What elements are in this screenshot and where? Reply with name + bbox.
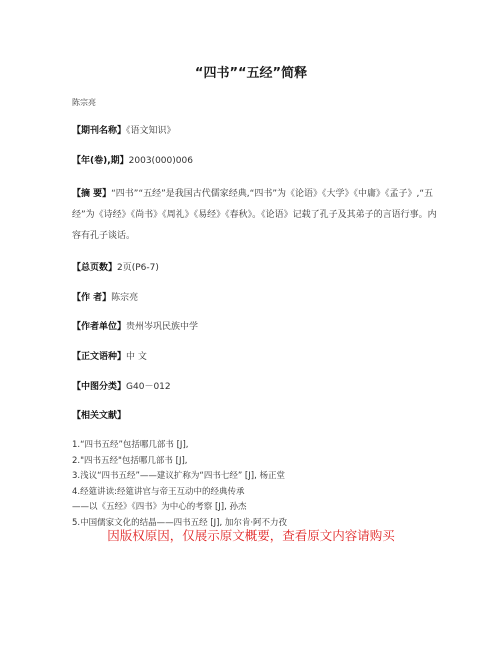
classification-field [72, 381, 171, 393]
author-name: 陈宗亮 [72, 98, 96, 107]
author-label: 【作 者】 [72, 293, 112, 303]
affiliation-label: 【作者单位】 [72, 322, 127, 332]
reference-item-continuation[interactable]: ——以《五经》《四书》为中心的考察 [J], 孙杰 [72, 502, 247, 512]
pages-field [72, 262, 159, 274]
related-field [72, 410, 126, 422]
reference-item[interactable]: 4.经筵讲读:经筵讲官与帝王互动中的经典传承 [72, 486, 245, 497]
classification-label: 【中图分类】 [72, 382, 127, 392]
author-value: 陈宗亮 [111, 293, 139, 303]
related-label: 【相关文献】 [72, 411, 127, 421]
journal-value: 《语文知识》 [126, 126, 176, 136]
language-field [72, 351, 147, 363]
affiliation-field [72, 321, 198, 333]
reference-item[interactable]: 3.浅议“四书五经”——建议扩称为“四书七经” [J], 杨正堂 [72, 471, 285, 481]
reference-item[interactable]: 1.“四书五经”包括哪几部书 [J], [72, 440, 189, 450]
pages-label: 【总页数】 [72, 263, 118, 273]
journal-field [72, 125, 176, 137]
abstract-value: “四书”“五经”是我国古代儒家经典,“四书”为《论语》《大学》《中庸》《孟子》,“五经”为《诗经》《尚书》《周礼》《易经》《春秋》。《论语》记载了孔子及其弟子的言语行事。内容有孔子谈话。 [72, 189, 437, 241]
document-title: “四书”“五经”简释 [194, 66, 308, 81]
classification-value: G40－012 [126, 382, 171, 392]
language-label: 【正文语种】 [72, 352, 127, 362]
abstract-field [72, 184, 444, 247]
year-value: 2003(000)006 [128, 156, 193, 166]
author-field [72, 292, 138, 304]
year-label: 【年(卷),期】 [72, 156, 129, 166]
year-field [72, 155, 193, 167]
reference-item[interactable]: 2."四书五经"包括哪几部书 [J], [72, 455, 188, 466]
pages-value: 2页(P6-7) [117, 263, 159, 273]
affiliation-value: 贵州岑巩民族中学 [126, 322, 199, 332]
journal-label: 【期刊名称】 [72, 126, 127, 136]
reference-list [72, 438, 452, 531]
copyright-notice: 因版权原因，仅展示原文概要，查看原文内容请购买 [107, 528, 395, 543]
reference-item[interactable]: 5.中国儒家文化的结晶——四书五经 [J], 加尔肯·阿不力孜 [72, 517, 288, 528]
language-value: 中 文 [126, 352, 147, 362]
abstract-label: 【摘 要】 [72, 189, 112, 199]
